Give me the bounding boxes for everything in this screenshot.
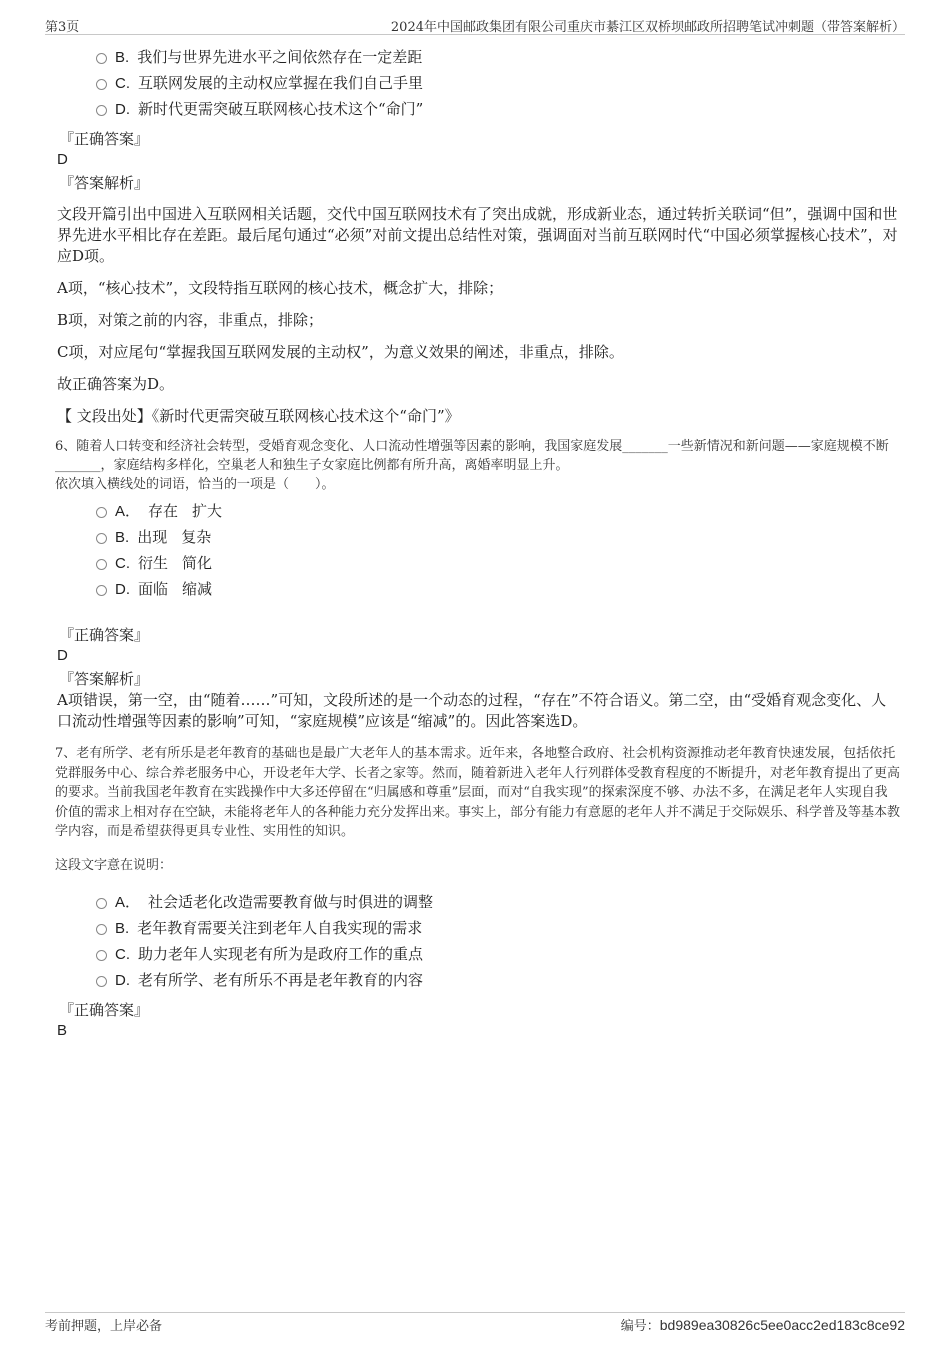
radio-icon[interactable] [96, 53, 107, 64]
q5-conclusion: 故正确答案为D。 [57, 375, 175, 393]
page-number: 第3页 [45, 20, 80, 35]
q7-option-a[interactable]: A． 社会适老化改造需要教育做与时俱进的调整 [55, 889, 900, 915]
page-footer [45, 1312, 905, 1334]
q6-analysis: A项错误，第一空，由“随着……”可知，文段所述的是一个动态的过程，“存在”不符合语义。第二空，由“受婚育观念变化、人口流动性增强等因素的影响”可知，“家庭规模”应该是“缩减”的。因此答案选D。 [57, 691, 887, 730]
radio-icon[interactable] [96, 559, 107, 570]
q6-options [55, 498, 900, 602]
q6-option-b[interactable]: B. 出现 复杂 [55, 524, 900, 550]
q7-question: 这段文字意在说明： [55, 857, 173, 873]
q6-stem: 6、随着人口转变和经济社会转型，受婚育观念变化、人口流动性增强等因素的影响，我国家庭发展_______一些新情况和新问题——家庭规模不断_______，家庭结构多样化，空巢老人和独生子女家庭比例都有所升高，离婚率明显上升。 [55, 439, 889, 473]
document-title: 2024年中国邮政集团有限公司重庆市綦江区双桥坝邮政所招聘笔试冲刺题（带答案解析） [390, 20, 905, 35]
q6-instruction: 依次填入横线处的词语，恰当的一项是（ ）。 [55, 477, 335, 492]
q6-answer: D [57, 647, 68, 664]
q7-options [55, 889, 900, 993]
q5-answer: D [57, 151, 68, 168]
q7-option-b[interactable]: B. 老年教育需要关注到老年人自我实现的需求 [55, 915, 900, 941]
radio-icon[interactable] [96, 976, 107, 987]
q6-option-d[interactable]: D. 面临 缩减 [55, 576, 900, 602]
q7-option-c[interactable]: C. 助力老年人实现老有所为是政府工作的重点 [55, 941, 900, 967]
q5-option-d[interactable]: D. 新时代更需突破互联网核心技术这个“命门” [55, 96, 900, 122]
q6-answer-label: 『正确答案』 [59, 626, 150, 644]
footer-slogan: 考前押题，上岸必备 [45, 1319, 163, 1334]
radio-icon[interactable] [96, 585, 107, 596]
content [55, 44, 900, 1041]
q5-analysis-label: 『答案解析』 [59, 174, 150, 192]
q5-analysis-paragraph: 文段开篇引出中国进入互联网相关话题，交代中国互联网技术有了突出成就，形成新业态，通过转折关联词“但”，强调中国和世界先进水平相比存在差距。最后尾句通过“必须”对前文提出总结性对策，强调面对当前互联网时代“中国必须掌握核心技术”，对应D项。 [57, 205, 898, 265]
q6-option-a[interactable]: A． 存在 扩大 [55, 498, 900, 524]
radio-icon[interactable] [96, 898, 107, 909]
q7-stem: 7、老有所学、老有所乐是老年教育的基础也是最广大老年人的基本需求。近年来，各地整合政府、社会机构资源推动老年教育快速发展，包括依托党群服务中心、综合养老服务中心，开设老年大学、长者之家等。然而，随着新进入老年人行列群体受教育程度的不断提升，对老年教育提出了更高的要求。当前我国老年教育在实践操作中大多还停留在“归属感和尊重”层面，而对“自我实现”的探索深度不够、办法不多，在满足老年人实现自我价值的需求上相对存在空缺，未能将老年人的各种能力充分发挥出来。事实上，部分有能力有意愿的老年人并不满足于交际娱乐、科学普及等基本教学内容，而是希望获得更具专业性、实用性的知识。 [55, 746, 901, 839]
radio-icon[interactable] [96, 533, 107, 544]
q5-options [55, 44, 900, 122]
q5-analysis-b: B项，对策之前的内容，非重点，排除； [57, 311, 324, 329]
q5-source: 【 文段出处】《新时代更需突破互联网核心技术这个“命门”》 [57, 407, 460, 425]
radio-icon[interactable] [96, 950, 107, 961]
document-code: 编号：bd989ea30826c5ee0acc2ed183c8ce92 [620, 1317, 905, 1334]
q7-option-d[interactable]: D. 老有所学、老有所乐不再是老年教育的内容 [55, 967, 900, 993]
radio-icon[interactable] [96, 924, 107, 935]
q5-answer-label: 『正确答案』 [59, 130, 150, 148]
radio-icon[interactable] [96, 507, 107, 518]
q5-analysis-c: C项，对应尾句“掌握我国互联网发展的主动权”，为意义效果的阐述，非重点，排除。 [57, 343, 624, 361]
q5-option-c[interactable]: C. 互联网发展的主动权应掌握在我们自己手里 [55, 70, 900, 96]
q5-option-b[interactable]: B. 我们与世界先进水平之间依然存在一定差距 [55, 44, 900, 70]
q7-answer: B [57, 1021, 68, 1039]
q6-analysis-label: 『答案解析』 [59, 670, 150, 688]
q7-answer-label: 『正确答案』 [59, 1000, 150, 1019]
radio-icon[interactable] [96, 105, 107, 116]
page-header [45, 14, 905, 35]
q5-analysis-a: A项，“核心技术”，文段特指互联网的核心技术，概念扩大，排除； [57, 279, 504, 297]
radio-icon[interactable] [96, 79, 107, 90]
q6-option-c[interactable]: C. 衍生 简化 [55, 550, 900, 576]
